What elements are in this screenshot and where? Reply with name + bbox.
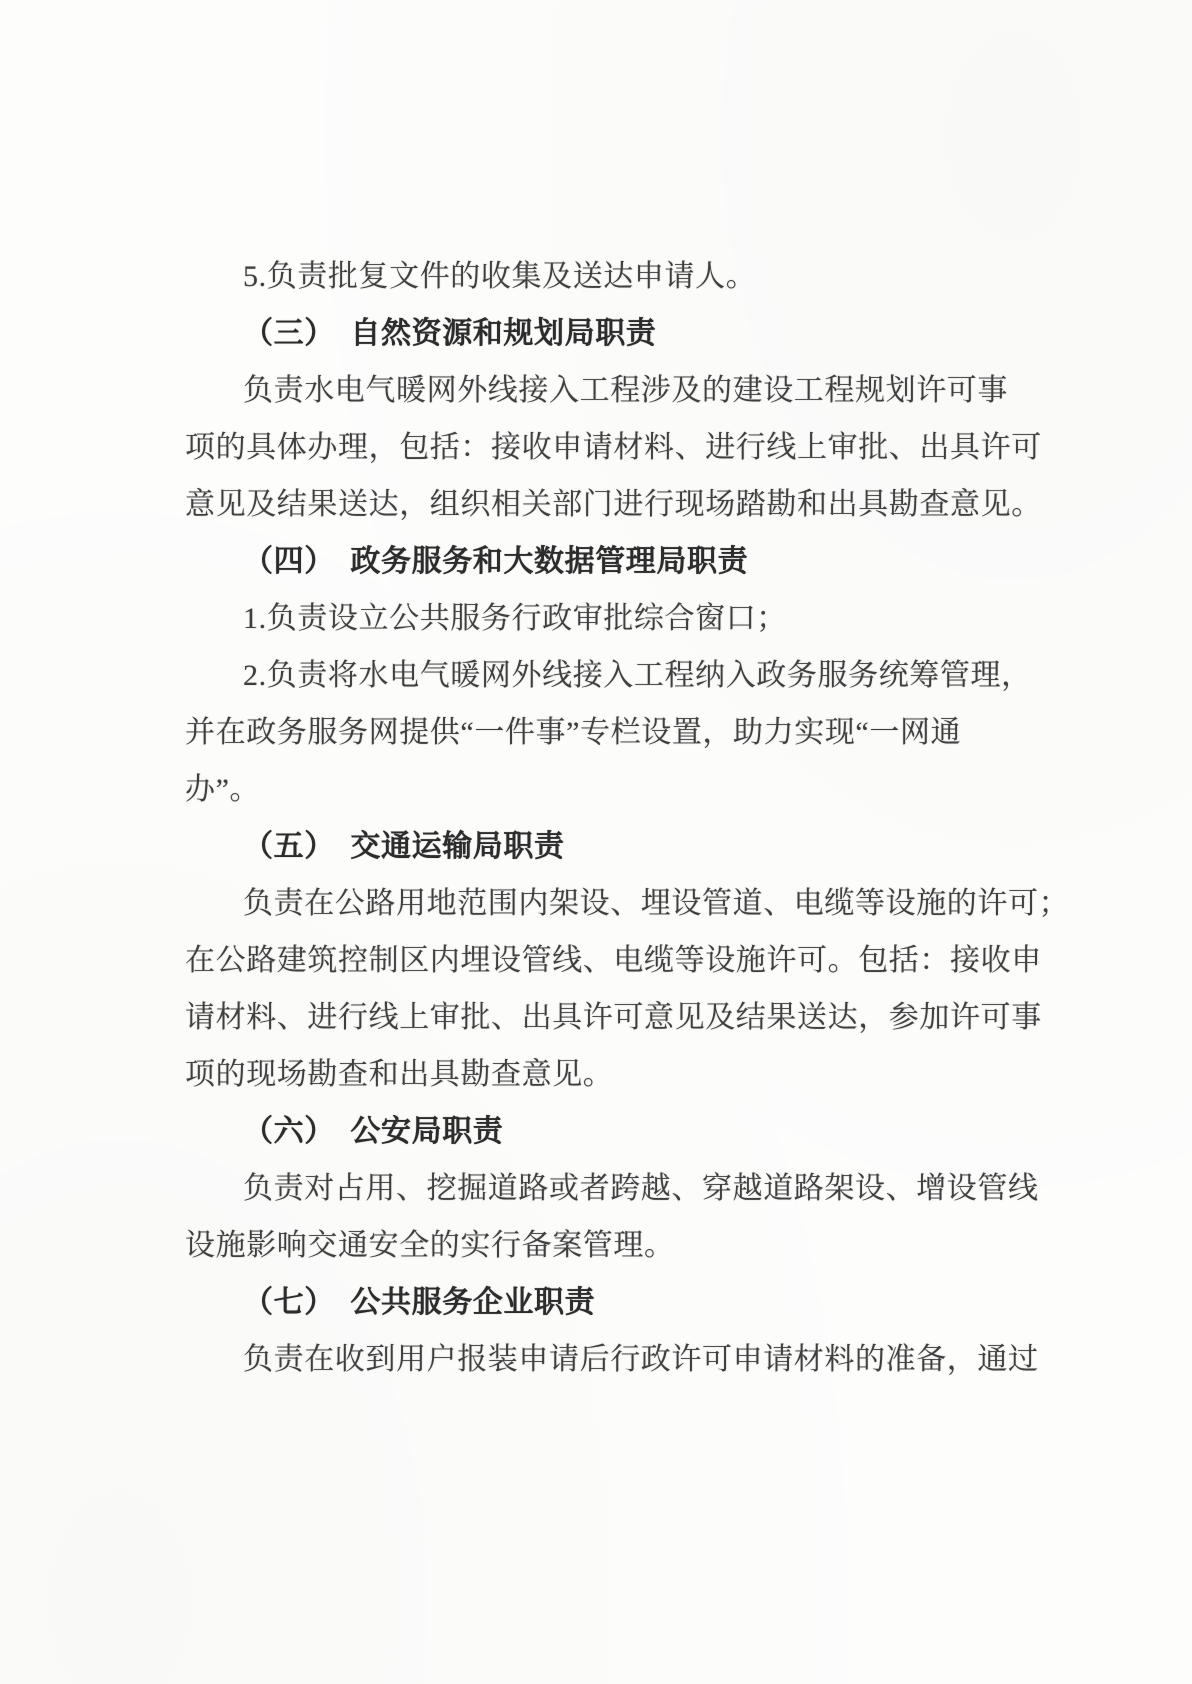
text-line: 5.负责批复文件的收集及送达申请人。 — [243, 260, 757, 293]
text-line: 负责在公路用地范围内架设、埋设管道、电缆等设施的许可； — [243, 887, 1070, 920]
text-line: 请材料、进行线上审批、出具许可意见及结果送达，参加许可事 — [185, 1001, 1042, 1034]
section-heading: （四） 政务服务和大数据管理局职责 — [243, 545, 749, 578]
section-heading: （三） 自然资源和规划局职责 — [243, 317, 657, 350]
text-line: 并在政务服务网提供“一件事”专栏设置，助力实现“一网通 — [185, 716, 962, 749]
document-text-block — [185, 248, 1070, 1388]
text-line: 意见及结果送达，组织相关部门进行现场踏勘和出具勘查意见。 — [185, 488, 1042, 521]
text-line: 项的现场勘查和出具勘查意见。 — [185, 1058, 614, 1091]
text-line: 1.负责设立公共服务行政审批综合窗口； — [243, 602, 787, 635]
text-line: 负责对占用、挖掘道路或者跨越、穿越道路架设、增设管线 — [243, 1172, 1039, 1205]
text-line: 负责在收到用户报装申请后行政许可申请材料的准备，通过 — [243, 1343, 1039, 1376]
text-line: 办”。 — [185, 773, 261, 806]
section-heading: （五） 交通运输局职责 — [243, 830, 565, 863]
section-heading: （六） 公安局职责 — [243, 1115, 504, 1148]
text-line: 设施影响交通安全的实行备案管理。 — [185, 1229, 675, 1262]
text-line: 在公路建筑控制区内埋设管线、电缆等设施许可。包括：接收申 — [185, 944, 1042, 977]
text-line: 负责水电气暖网外线接入工程涉及的建设工程规划许可事 — [243, 374, 1008, 407]
text-line: 2.负责将水电气暖网外线接入工程纳入政务服务统筹管理， — [243, 659, 1032, 692]
text-line: 项的具体办理，包括：接收申请材料、进行线上审批、出具许可 — [185, 431, 1042, 464]
section-heading: （七） 公共服务企业职责 — [243, 1286, 596, 1319]
